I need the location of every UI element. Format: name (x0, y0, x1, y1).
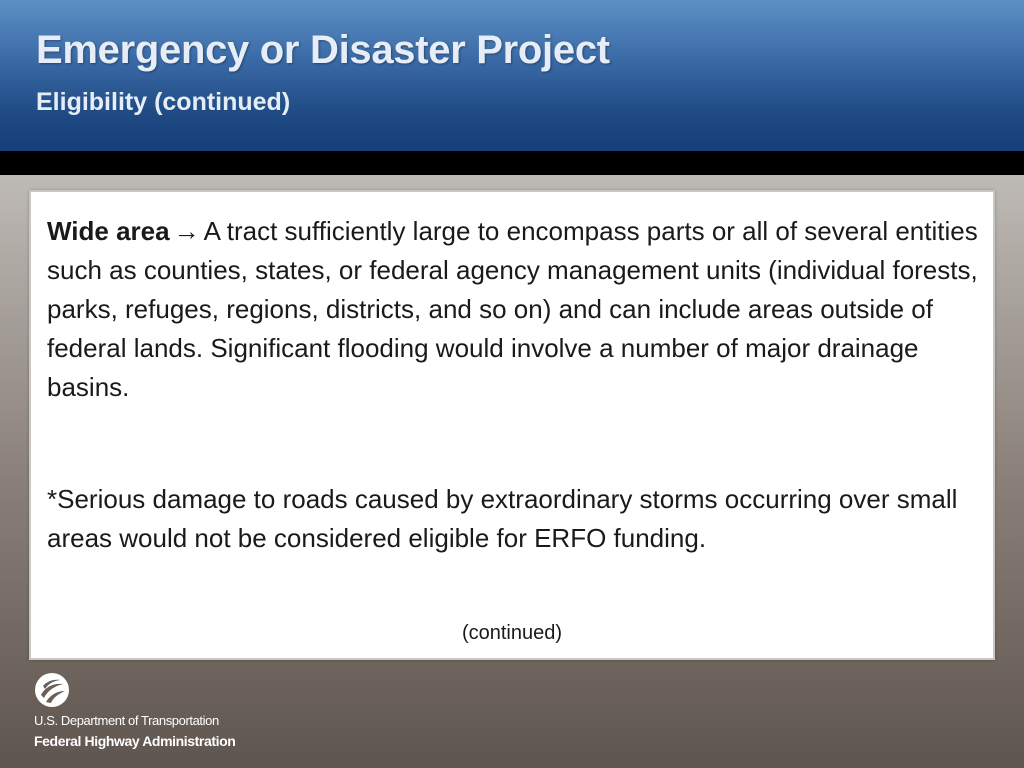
header-banner (0, 0, 1024, 151)
content-box (29, 190, 995, 660)
note-paragraph: *Serious damage to roads caused by extraordinary storms occurring over small areas would not be considered eligible for ERFO funding. (47, 484, 958, 553)
slide-title: Emergency or Disaster Project (36, 28, 610, 72)
slide-subtitle: Eligibility (continued) (36, 88, 291, 116)
agency-name-line2: Federal Highway Administration (34, 733, 236, 749)
right-arrow-icon: → (173, 216, 200, 246)
agency-name-line1: U.S. Department of Transportation (34, 713, 219, 728)
dot-logo-icon (34, 672, 70, 708)
definition-text: A tract sufficiently large to encompass parts or all of several entities such as counties, states, or federal agency management units (individual forests, parks, refuges, regions, districts, and so on) and can include areas outside of federal lands. Significant flooding would involve a number of major drainage basins. (47, 216, 978, 402)
definition-term: Wide area (47, 216, 170, 246)
definition-paragraph (47, 212, 987, 407)
continued-label: (continued) (461, 622, 563, 644)
header-divider (0, 151, 1024, 175)
